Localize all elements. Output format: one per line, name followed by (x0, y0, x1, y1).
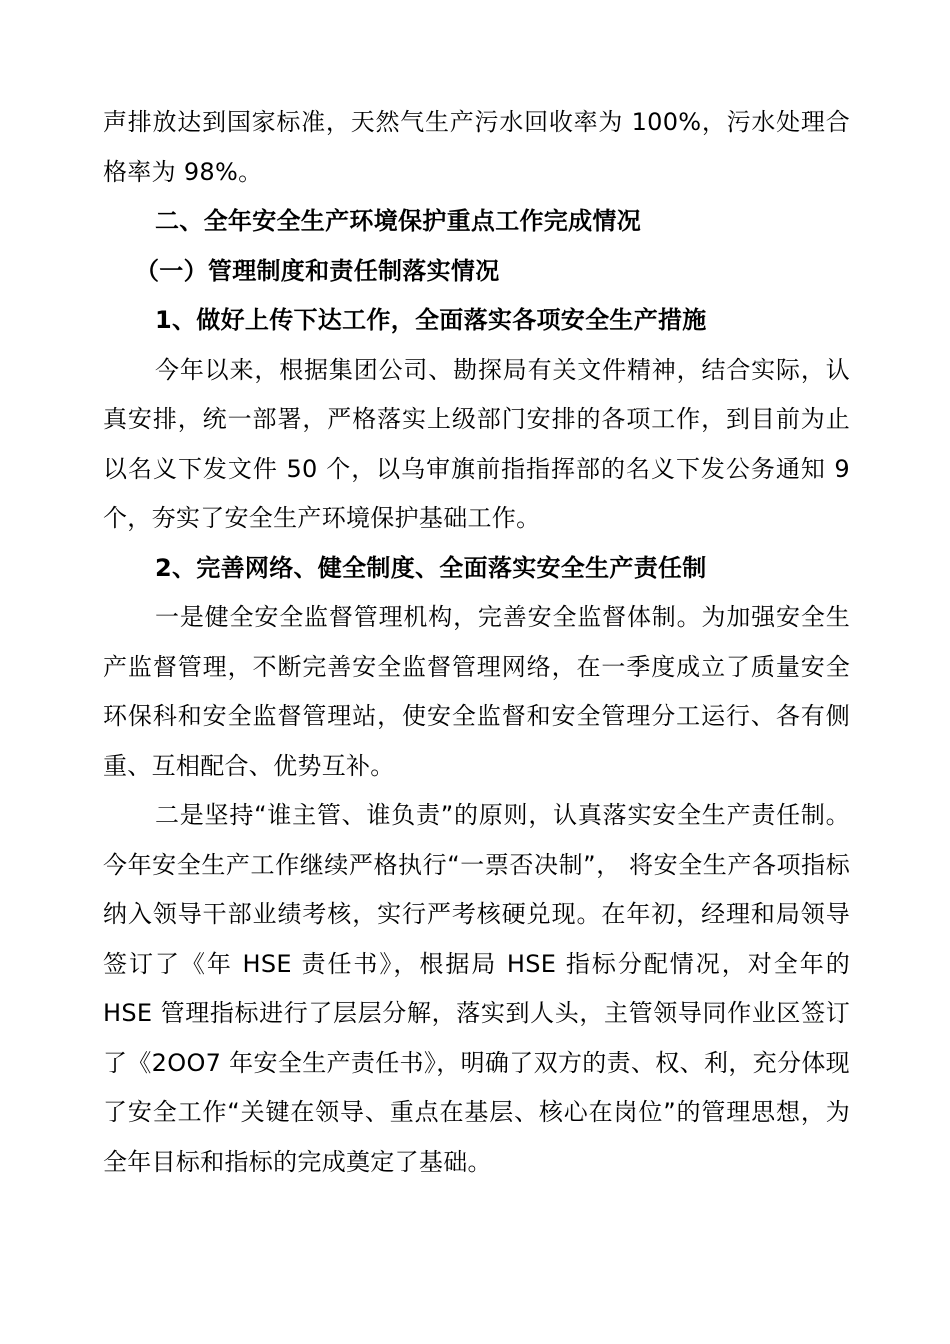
paragraph-continuation: 声排放达到国家标准，天然气生产污水回收率为 100%，污水处理合格率为 98%。 (103, 108, 850, 186)
paragraph-body-3: 二是坚持“谁主管、谁负责”的原则，认真落实安全生产责任制。今年安全生产工作继续严格执行“一票否决制”， 将安全生产各项指标纳入领导干部业绩考核，实行严考核硬兑现。在年初，经理和局领导签订了《年 HSE 责任书》，根据局 HSE 指标分配情况，对全年的 HSE 管理指标进行了层层分解，落实到人头，主管领导同作业区签订了《2OO7 年安全生产责任书》，明确了双方的责、权、利，充分体现了安全工作“关键在领导、重点在基层、核心在岗位”的管理思想，为全年目标和指标的完成奠定了基础。 (103, 801, 850, 1176)
document-page (103, 98, 850, 1187)
paragraph-body-1: 今年以来，根据集团公司、勘探局有关文件精神，结合实际，认真安排，统一部署，严格落实上级部门安排的各项工作，到目前为止以名义下发文件 50 个，以乌审旗前指指挥部的名义下发公务通知 9 个，夯实了安全生产环境保护基础工作。 (103, 355, 850, 532)
subsection-heading: （一）管理制度和责任制落实情况 (135, 256, 500, 285)
section-heading: 二、全年安全生产环境保护重点工作完成情况 (155, 207, 641, 235)
paragraph-body-2: 一是健全安全监督管理机构，完善安全监督体制。为加强安全生产监督管理，不断完善安全监督管理网络，在一季度成立了质量安全环保科和安全监督管理站，使安全监督和安全管理分工运行、各有侧重、互相配合、优势互补。 (103, 603, 850, 780)
item-heading-1: 1、做好上传下达工作，全面落实各项安全生产措施 (155, 306, 707, 334)
item-heading-2: 2、完善网络、健全制度、全面落实安全生产责任制 (155, 553, 707, 582)
